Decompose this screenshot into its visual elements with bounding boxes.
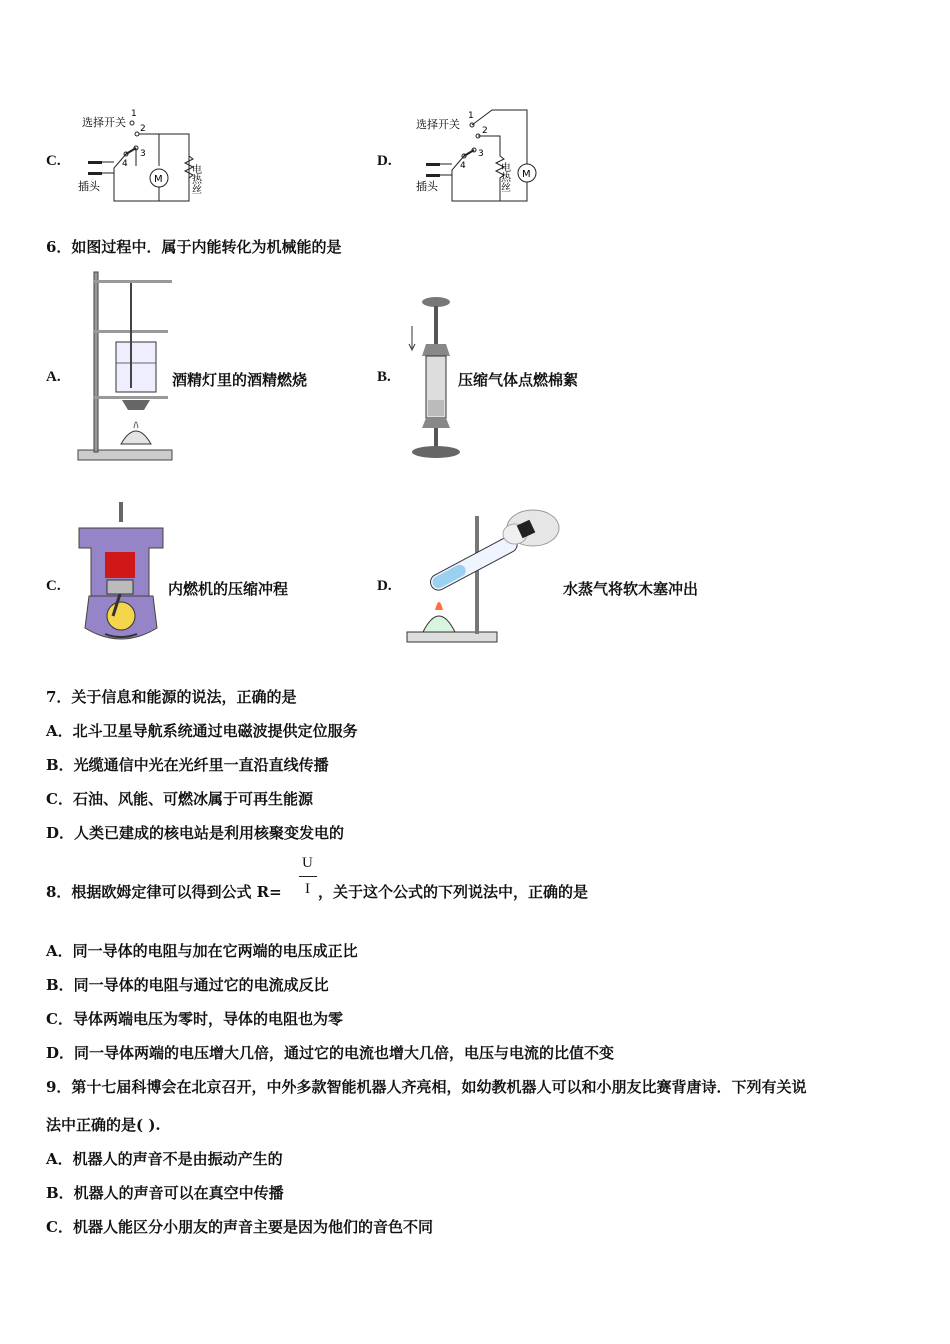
- svg-text:2: 2: [140, 124, 146, 134]
- fire-syringe-image: [404, 292, 464, 464]
- svg-text:3: 3: [140, 149, 146, 159]
- svg-text:1: 1: [468, 111, 474, 121]
- motor-icon: M: [522, 169, 531, 180]
- q6-option-c-caption: 内燃机的压缩冲程: [168, 580, 289, 598]
- q8-option-d: D．同一导体两端的电压增大几倍，通过它的电流也增大几倍，电压与电流的比值不变: [46, 1044, 615, 1062]
- plug-label: 插头: [416, 180, 438, 193]
- motor-icon: M: [154, 174, 163, 185]
- q6-option-a-letter: A.: [46, 369, 61, 385]
- q6-option-a-caption: 酒精灯里的酒精燃烧: [172, 371, 308, 389]
- q9-option-a: A．机器人的声音不是由振动产生的: [46, 1150, 283, 1168]
- svg-text:4: 4: [460, 161, 466, 171]
- heater-label: 电热丝: [189, 164, 201, 194]
- q8-option-b: B．同一导体的电阻与通过它的电流成反比: [46, 976, 329, 994]
- svg-text:1: 1: [131, 109, 137, 119]
- heater-label: 电热丝: [498, 162, 510, 192]
- q7-stem: 7．关于信息和能源的说法，正确的是: [46, 688, 297, 706]
- q6-option-c-letter: C.: [46, 578, 61, 594]
- q8-stem-before: 8．根据欧姆定律可以得到公式 R=: [46, 883, 282, 901]
- q8-option-c: C．导体两端电压为零时，导体的电阻也为零: [46, 1010, 343, 1028]
- q5-option-d-circuit-diagram: [412, 106, 562, 206]
- q9-option-c: C．机器人能区分小朋友的声音主要是因为他们的音色不同: [46, 1218, 433, 1236]
- q9-option-b: B．机器人的声音可以在真空中传播: [46, 1184, 284, 1202]
- q7-option-d: D．人类已建成的核电站是利用核聚变发电的: [46, 824, 345, 842]
- q6-option-d-caption: 水蒸气将软木塞冲出: [563, 580, 699, 598]
- steam-ejects-cork-image: [405, 502, 565, 650]
- q5-option-c-circuit-diagram: [74, 106, 224, 206]
- alcohol-lamp-apparatus-image: [76, 268, 176, 466]
- svg-text:4: 4: [122, 159, 128, 169]
- q6-option-b-caption: 压缩气体点燃棉絮: [458, 371, 579, 389]
- q8-stem-after: ，关于这个公式的下列说法中，正确的是: [318, 883, 589, 901]
- q6-option-d-letter: D.: [377, 578, 392, 594]
- switch-label: 选择开关: [82, 116, 126, 129]
- q9-stem-line1: 9．第十七届科博会在北京召开，中外多款智能机器人齐亮相，如幼教机器人可以和小朋友比赛背唐诗．下列有关说: [46, 1078, 807, 1096]
- q9-stem-line2: 法中正确的是( ).: [46, 1116, 161, 1134]
- q6-option-b-letter: B.: [377, 369, 391, 385]
- q7-option-c: C．石油、风能、可燃冰属于可再生能源: [46, 790, 313, 808]
- q5-option-c-letter: C.: [46, 153, 61, 169]
- svg-text:3: 3: [478, 149, 484, 159]
- q6-stem: 6．如图过程中．属于内能转化为机械能的是: [46, 238, 342, 256]
- q5-option-d-letter: D.: [377, 153, 392, 169]
- q8-fraction-bar: [299, 876, 317, 877]
- q8-formula-numerator: U: [302, 855, 313, 871]
- svg-text:2: 2: [482, 126, 488, 136]
- switch-label: 选择开关: [416, 118, 460, 131]
- q7-option-a: A．北斗卫星导航系统通过电磁波提供定位服务: [46, 722, 358, 740]
- q7-option-b: B．光缆通信中光在光纤里一直沿直线传播: [46, 756, 329, 774]
- q8-formula-denominator: I: [305, 881, 310, 897]
- plug-label: 插头: [78, 180, 100, 193]
- combustion-engine-image: [75, 500, 167, 646]
- q8-option-a: A．同一导体的电阻与加在它两端的电压成正比: [46, 942, 358, 960]
